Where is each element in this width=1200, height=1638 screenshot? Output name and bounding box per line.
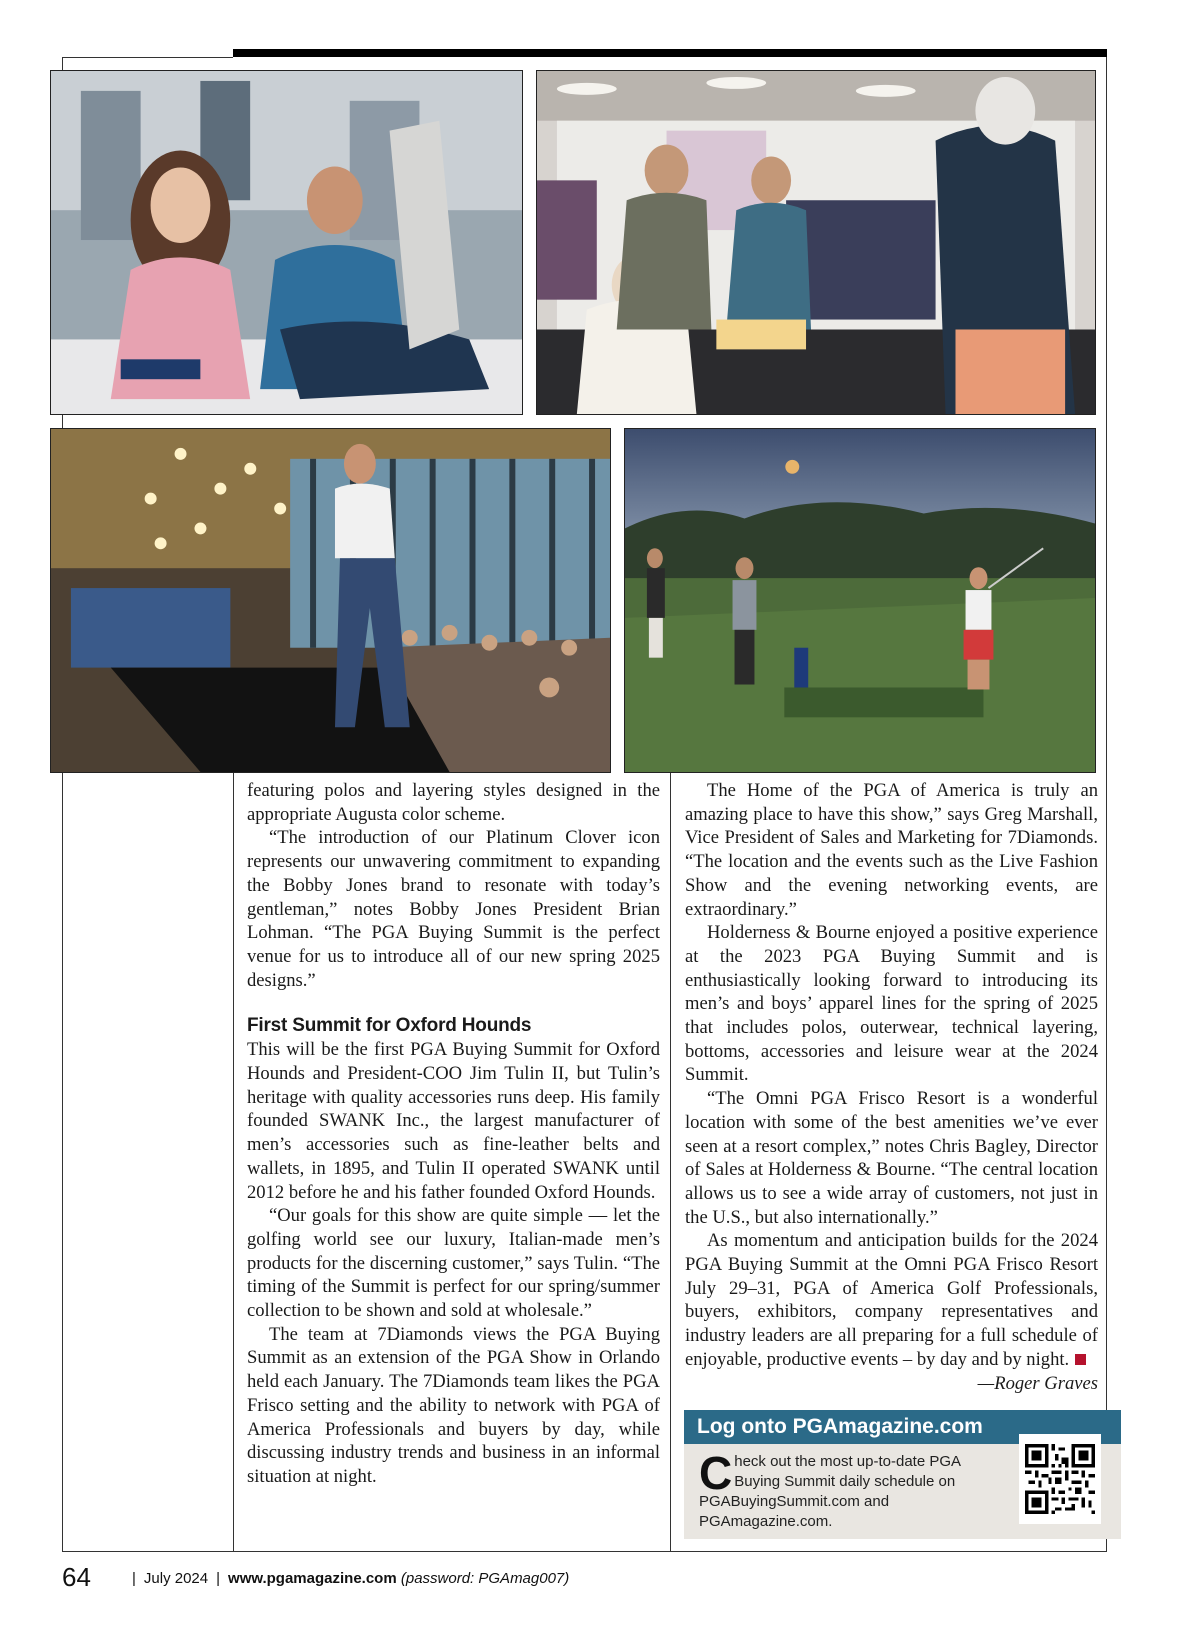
frame-line <box>1106 57 1107 1551</box>
paragraph: “The Omni PGA Frisco Resort is a wonderful location with some of the best amenities we’ve ever seen at a resort complex,” notes Chris Bagley, Director of Sales at Holderness & Bourne. “The central location allows us to see a wide array of customers, not just in the U.S., but also internationally.” <box>685 1088 1098 1228</box>
paragraph: The Home of the PGA of America is truly an amazing place to have this show,” says Greg Marshall, Vice President of Sales and Marketing for 7Diamonds. “The location and the events such as the Live Fashion Show and the evening networking events, are extraordinary.” <box>685 780 1098 920</box>
article-column-left <box>247 779 660 1489</box>
paragraph: The team at 7Diamonds views the PGA Buying Summit as an extension of the PGA Show in Orlando held each January. The 7Diamonds team likes the PGA Frisco setting and the ability to network with PGA of America Professionals and buyers by day, while discussing industry trends and business in an informal situation at night. <box>247 1323 660 1487</box>
frame-line <box>62 57 233 58</box>
article-column-right <box>685 779 1098 1395</box>
photo-apparel-booth-image <box>537 71 1095 414</box>
issue-date: July 2024 <box>143 1570 209 1587</box>
paragraph: featuring polos and layering styles designed in the appropriate Augusta color scheme. <box>247 780 660 825</box>
photo-evening-range <box>624 428 1096 773</box>
page-number: 64 <box>62 1562 91 1592</box>
separator: | <box>132 1570 136 1587</box>
separator: | <box>216 1570 221 1587</box>
drop-cap: C <box>699 1447 733 1499</box>
callout-box <box>684 1410 1121 1539</box>
photo-buyers-table-image <box>51 71 522 414</box>
paragraph-text: As momentum and anticipation builds for the 2024 PGA Buying Summit at the Omni PGA Frisco Resort July 29–31, PGA of America Golf Professionals, buyers, exhibitors, company representatives and industry leaders are all preparing for a full schedule of enjoyable, productive events – by day and by night. <box>685 1230 1098 1370</box>
top-rule <box>233 49 1107 57</box>
paragraph: “Our goals for this show are quite simple — let the golfing world see our luxury, Italian-made men’s products for the discerning customer,” says Tulin. “The timing of the Summit is perfect for our spring/summer collection to be shown and sold at wholesale.” <box>247 1205 660 1322</box>
callout-text: heck out the most up-to-date PGA Buying Summit daily schedule on PGABuyingSummit.com and PGAmagazine.com. <box>699 1453 961 1530</box>
photo-evening-range-image <box>625 429 1095 772</box>
section-heading: First Summit for Oxford Hounds <box>247 1015 532 1037</box>
photo-apparel-booth <box>536 70 1096 415</box>
qr-code-icon[interactable] <box>1019 1434 1101 1524</box>
paragraph: This will be the first PGA Buying Summit for Oxford Hounds and President-COO Jim Tulin II, but Tulin’s heritage with quality accessories runs deep. His family founded SWANK Inc., the largest manufacturer of men’s accessories such as fine-leather belts and wallets, in 1895, and Tulin II operated SWANK until 2012 before he and his father founded Oxford Hounds. <box>247 1039 660 1203</box>
photo-fashion-show-image <box>51 429 610 772</box>
password-note: (password: PGAmag007) <box>400 1570 570 1587</box>
frame-line <box>62 1551 1107 1552</box>
end-mark-icon <box>1075 1354 1086 1365</box>
column-rule <box>670 770 671 1551</box>
paragraph: “The introduction of our Platinum Clover icon represents our unwavering commitment to expanding the Bobby Jones brand to resonate with today’s gentleman,” notes Bobby Jones President Brian Lohman. “The PGA Buying Summit is the perfect venue for us to introduce all of our new spring 2025 designs.” <box>247 827 660 991</box>
callout-title: Log onto PGAmagazine.com <box>684 1410 1121 1444</box>
byline: —Roger Graves <box>977 1372 1098 1394</box>
column-rule <box>233 770 234 1551</box>
paragraph-final <box>685 1229 1098 1394</box>
photo-buyers-table <box>50 70 523 415</box>
qr-code-graphic <box>1025 1442 1095 1516</box>
callout-body <box>699 1447 999 1532</box>
website-link[interactable]: www.pgamagazine.com <box>228 1570 397 1587</box>
photo-fashion-show <box>50 428 611 773</box>
paragraph: Holderness & Bourne enjoyed a positive experience at the 2023 PGA Buying Summit and is enthusiastically looking forward to introducing its men’s and boys’ apparel lines for the spring of 2025 that includes polos, outerwear, technical layering, bottoms, accessories and leisure wear at the 2024 Summit. <box>685 922 1098 1086</box>
footer-info <box>124 1569 569 1589</box>
